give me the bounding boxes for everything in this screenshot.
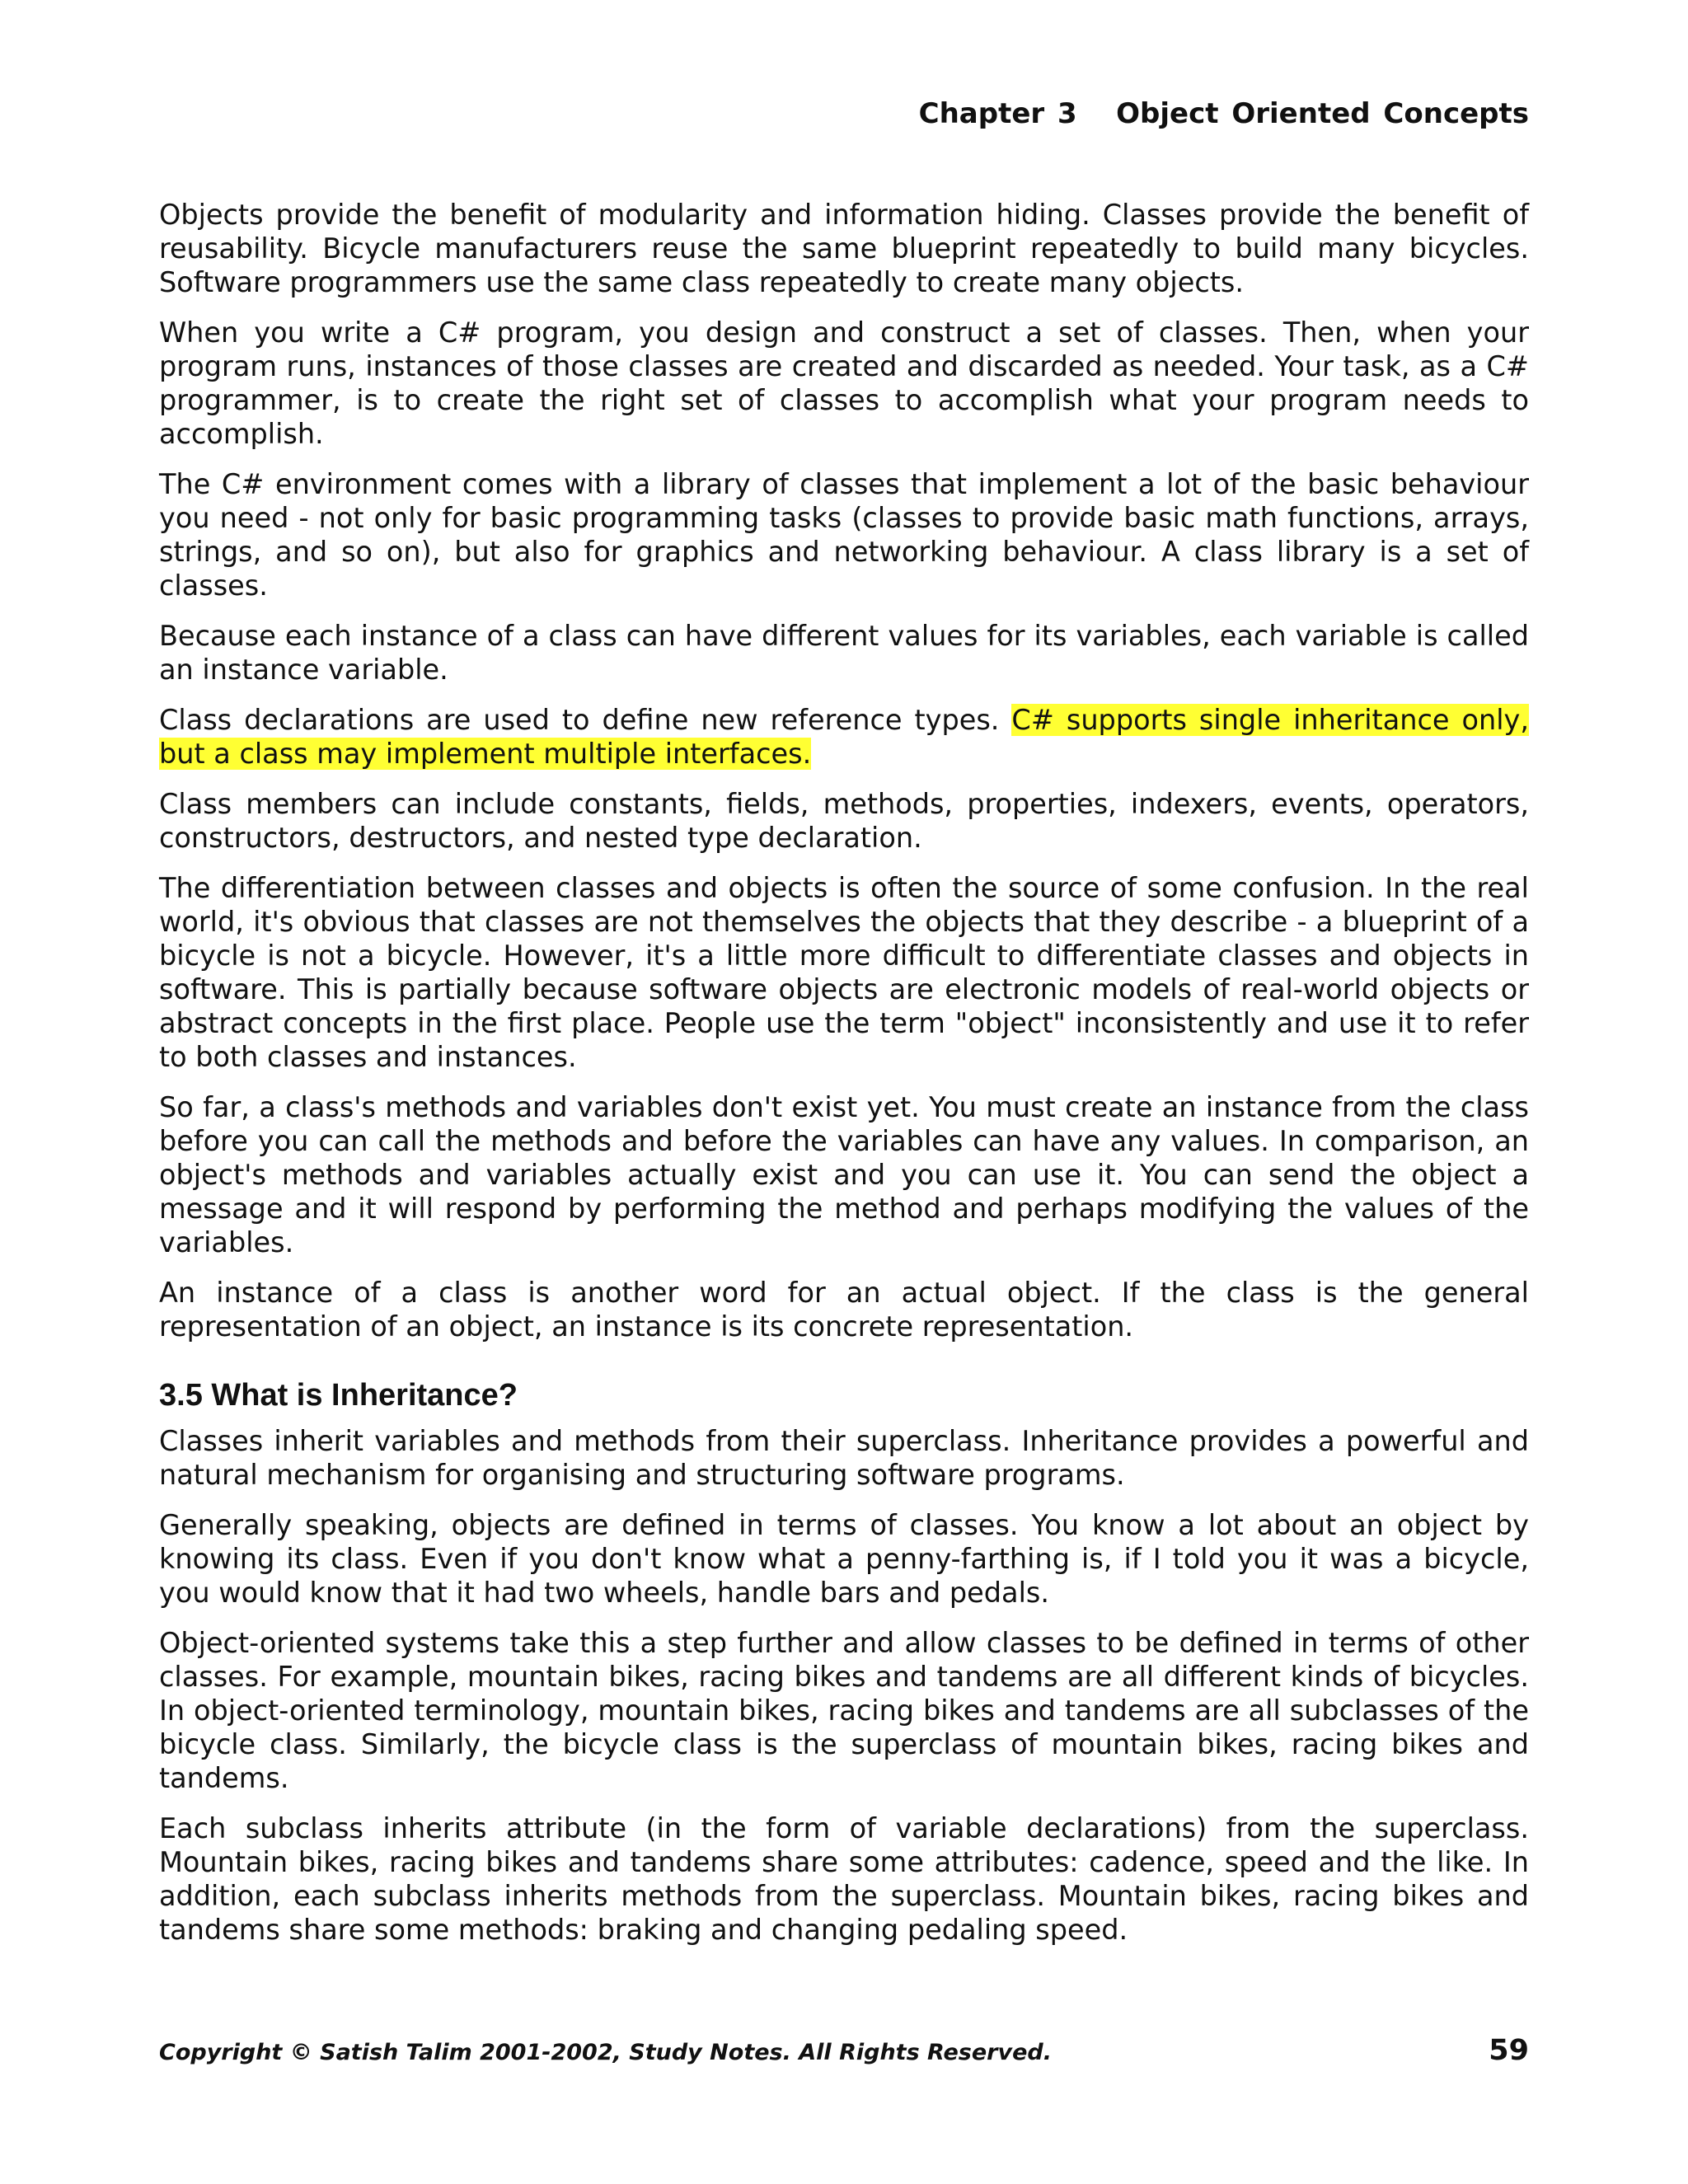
paragraph: Objects provide the benefit of modularity and information hiding. Classes provide the benefit of reusability. Bicycle manufacturers reuse the same blueprint repeatedly to build many bicycles. Software programmers use the same class repeatedly to create many objects. <box>159 199 1529 298</box>
chapter-title: Object Oriented Concepts <box>1116 97 1529 130</box>
paragraph: Object-oriented systems take this a step further and allow classes to be defined in terms of other classes. For example, mountain bikes, racing bikes and tandems are all different kinds of bicycles. In object-oriented terminology, mountain bikes, racing bikes and tandems are all subclasses of the bicycle class. Similarly, the bicycle class is the superclass of mountain bikes, racing bikes and tandems. <box>159 1627 1529 1794</box>
paragraph-text: Class declarations are used to define new reference types. <box>159 704 1012 736</box>
paragraph: An instance of a class is another word for an actual object. If the class is the general representation of an object, an instance is its concrete representation. <box>159 1277 1529 1343</box>
page-header <box>159 97 1529 130</box>
highlighted-text: C# supports single inheritance only, but a class may implement multiple interfaces. <box>159 704 1529 770</box>
paragraph: The differentiation between classes and objects is often the source of some confusion. In the real world, it's obvious that classes are not themselves the objects that they describe - a blueprint of a bicycle is not a bicycle. However, it's a little more difficult to differentiate classes and objects in software. This is partially because software objects are electronic models of real-world objects or abstract concepts in the first place. People use the term "object" inconsistently and use it to refer to both classes and instances. <box>159 872 1529 1073</box>
highlighted-paragraph <box>159 703 1529 771</box>
paragraph: Generally speaking, objects are defined in terms of classes. You know a lot about an object by knowing its class. Even if you don't know what a penny-farthing is, if I told you it was a bicycle, you would know that it had two wheels, handle bars and pedals. <box>159 1509 1529 1609</box>
paragraph: Because each instance of a class can have different values for its variables, each variable is called an instance variable. <box>159 620 1529 686</box>
paragraph: When you write a C# program, you design and construct a set of classes. Then, when your program runs, instances of those classes are created and discarded as needed. Your task, as a C# programmer, is to create the right set of classes to accomplish what your program needs to accomplish. <box>159 316 1529 450</box>
chapter-number: Chapter 3 <box>918 97 1077 130</box>
page-number: 59 <box>1489 2034 1529 2067</box>
footer-copyright: Copyright © Satish Talim 2001-2002, Study Notes. All Rights Reserved. <box>159 2040 1052 2065</box>
paragraph: So far, a class's methods and variables don't exist yet. You must create an instance from the class before you can call the methods and before the variables can have any values. In comparison, an object's methods and variables actually exist and you can use it. You can send the object a message and it will respond by performing the method and perhaps modifying the values of the variables. <box>159 1091 1529 1258</box>
page-body <box>159 198 1529 1963</box>
paragraph: Each subclass inherits attribute (in the form of variable declarations) from the superclass. Mountain bikes, racing bikes and tandems share some attributes: cadence, speed and the like. In addition, each subclass inherits methods from the superclass. Mountain bikes, racing bikes and tandems share some methods: braking and changing pedaling speed. <box>159 1812 1529 1946</box>
section-heading: 3.5 What is Inheritance? <box>159 1378 518 1413</box>
paragraph: Class members can include constants, fields, methods, properties, indexers, events, operators, constructors, destructors, and nested type declaration. <box>159 788 1529 854</box>
paragraph: Classes inherit variables and methods from their superclass. Inheritance provides a powerful and natural mechanism for organising and structuring software programs. <box>159 1425 1529 1491</box>
paragraph: The C# environment comes with a library of classes that implement a lot of the basic behaviour you need - not only for basic programming tasks (classes to provide basic math functions, arrays, strings, and so on), but also for graphics and networking behaviour. A class library is a set of classes. <box>159 468 1529 602</box>
